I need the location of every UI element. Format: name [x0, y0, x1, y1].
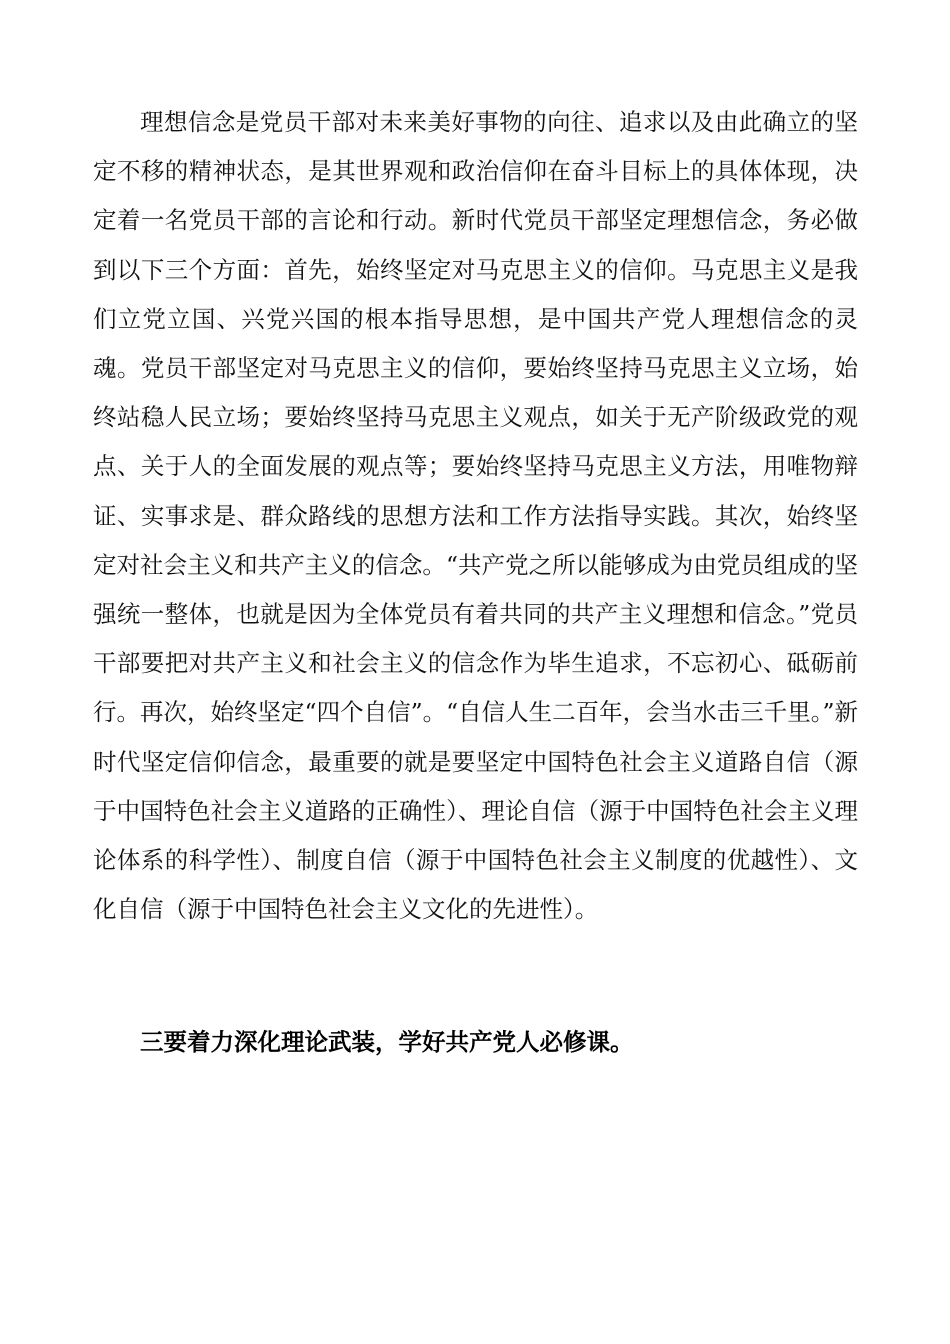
section-heading: 三要着力深化理论武装，学好共产党人必修课。	[140, 1028, 634, 1056]
body-paragraph: 理想信念是党员干部对未来美好事物的向往、追求以及由此确立的坚定不移的精神状态，是其世界观和政治信仰在奋斗目标上的具体体现，决定着一名党员干部的言论和行动。新时代党员干部坚定理想信念，务必做到以下三个方面：首先，始终坚定对马克思主义的信仰。马克思主义是我们立党立国、兴党兴国的根本指导思想，是中国共产党人理想信念的灵魂。党员干部坚定对马克思主义的信仰，要始终坚持马克思主义立场，始终站稳人民立场；要始终坚持马克思主义观点，如关于无产阶级政党的观点、关于人的全面发展的观点等；要始终坚持马克思主义方法，用唯物辩证、实事求是、群众路线的思想方法和工作方法指导实践。其次，始终坚定对社会主义和共产主义的信念。“共产党之所以能够成为由党员组成的坚强统一整体，也就是因为全体党员有着共同的共产主义理想和信念。”党员干部要把对共产主义和社会主义的信念作为毕生追求，不忘初心、砥砺前行。再次，始终坚定“四个自信”。“自信人生二百年，会当水击三千里。”新时代坚定信仰信念，最重要的就是要坚定中国特色社会主义道路自信（源于中国特色社会主义道路的正确性）、理论自信（源于中国特色社会主义理论体系的科学性）、制度自信（源于中国特色社会主义制度的优越性）、文化自信（源于中国特色社会主义文化的先进性）。	[93, 108, 858, 924]
